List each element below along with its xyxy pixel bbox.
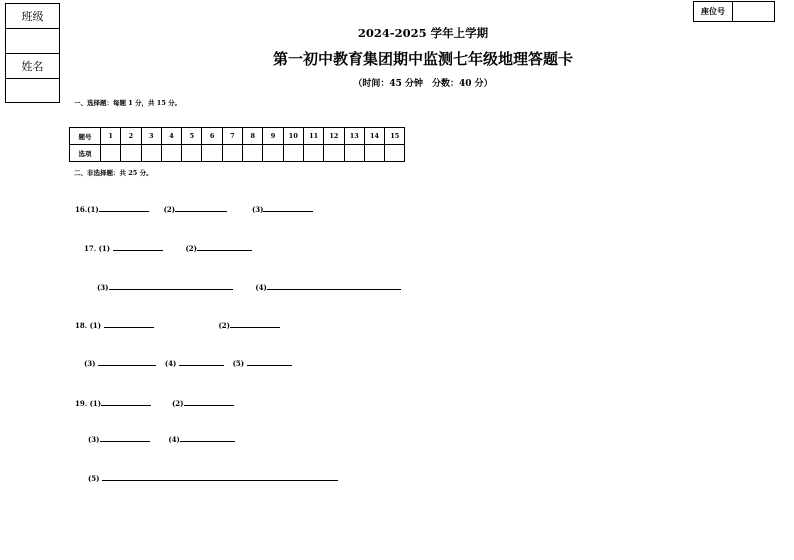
q16-part2-blank[interactable] [175,204,227,212]
q19-part4-label: (4) [168,435,180,444]
q16-part2-label: (2) [163,205,176,214]
q19-line2 [88,434,235,444]
question-number: 4 [161,128,181,145]
question-number: 12 [324,128,344,145]
question-number: 6 [202,128,222,145]
q19-part3-label: (3) [88,435,100,444]
option-cell[interactable] [385,145,405,162]
q19-line1 [75,398,234,408]
q18-part2-label: (2) [218,321,230,330]
section2-heading: 二、非选择题：共 25 分。 [74,169,153,177]
q19-part1-blank[interactable] [101,398,151,406]
class-label: 班级 [6,4,59,29]
question-number: 14 [364,128,384,145]
q17-part4-label: (4) [255,283,267,292]
q18-part5-blank[interactable] [247,358,292,366]
q16-part3-blank[interactable] [263,204,313,212]
question-number: 11 [303,128,323,145]
question-number: 13 [344,128,364,145]
option-cell[interactable] [344,145,364,162]
seat-number-label: 座位号 [694,2,733,21]
q19-part3-blank[interactable] [100,434,150,442]
exam-time-info: （时间：45 分钟 分数：40 分） [353,79,493,89]
q17-line2 [97,282,401,292]
page-title: 第一初中教育集团期中监测七年级地理答题卡 [272,50,573,68]
option-cell[interactable] [101,145,121,162]
q19-part2-blank[interactable] [184,398,234,406]
option-row-label: 选项 [70,145,101,162]
question-number: 1 [101,128,121,145]
option-cell[interactable] [283,145,303,162]
option-cell[interactable] [182,145,202,162]
q19-part5-label: (5) [88,474,100,483]
option-cell[interactable] [161,145,181,162]
q18-part2-blank[interactable] [230,320,280,328]
q17-part4-blank[interactable] [267,282,401,290]
q19-part1-label: 19. (1) [75,399,102,408]
option-cell[interactable] [202,145,222,162]
q19-part2-label: (2) [172,399,184,408]
q18-part3-label: (3) [84,359,96,368]
q16-line [75,204,313,214]
section1-heading: 一、选择题：每题 1 分，共 15 分。 [74,99,182,107]
option-row [70,145,405,162]
q16-part1-blank[interactable] [99,204,149,212]
option-cell[interactable] [364,145,384,162]
q17-part2-label: (2) [185,244,197,253]
q17-part3-blank[interactable] [109,282,233,290]
q18-line2 [84,358,292,368]
q17-part3-label: (3) [97,283,109,292]
q17-part1-label: 17. (1) [84,244,111,253]
q18-part4-label: (4) [164,359,177,368]
option-cell[interactable] [263,145,283,162]
option-cell[interactable] [222,145,242,162]
q17-line1 [84,243,252,253]
q19-part5-blank[interactable] [102,473,338,481]
question-number: 10 [283,128,303,145]
school-year: 2024-2025 学年上学期 [357,26,489,40]
q19-line3 [88,473,338,483]
choice-answer-table [69,127,405,162]
q17-part2-blank[interactable] [197,243,252,251]
q18-line1 [75,320,280,330]
name-label: 姓名 [6,54,59,79]
seat-number-box [693,1,775,22]
number-row [70,128,405,145]
option-cell[interactable] [141,145,161,162]
number-row-label: 题号 [70,128,101,145]
q16-part3-label: (3) [251,205,264,214]
seat-number-field[interactable] [733,2,774,21]
question-number: 2 [121,128,141,145]
q18-part4-blank[interactable] [179,358,224,366]
question-number: 15 [385,128,405,145]
question-number: 5 [182,128,202,145]
q18-part5-label: (5) [232,359,245,368]
q18-part1-blank[interactable] [104,320,154,328]
option-cell[interactable] [303,145,323,162]
option-cell[interactable] [324,145,344,162]
q18-part1-label: 18. (1) [75,321,102,330]
option-cell[interactable] [243,145,263,162]
question-number: 7 [222,128,242,145]
q16-part1-label: 16.(1) [75,205,99,214]
q17-part1-blank[interactable] [113,243,163,251]
option-cell[interactable] [121,145,141,162]
q19-part4-blank[interactable] [180,434,235,442]
question-number: 8 [243,128,263,145]
question-number: 3 [141,128,161,145]
question-number: 9 [263,128,283,145]
q18-part3-blank[interactable] [98,358,156,366]
